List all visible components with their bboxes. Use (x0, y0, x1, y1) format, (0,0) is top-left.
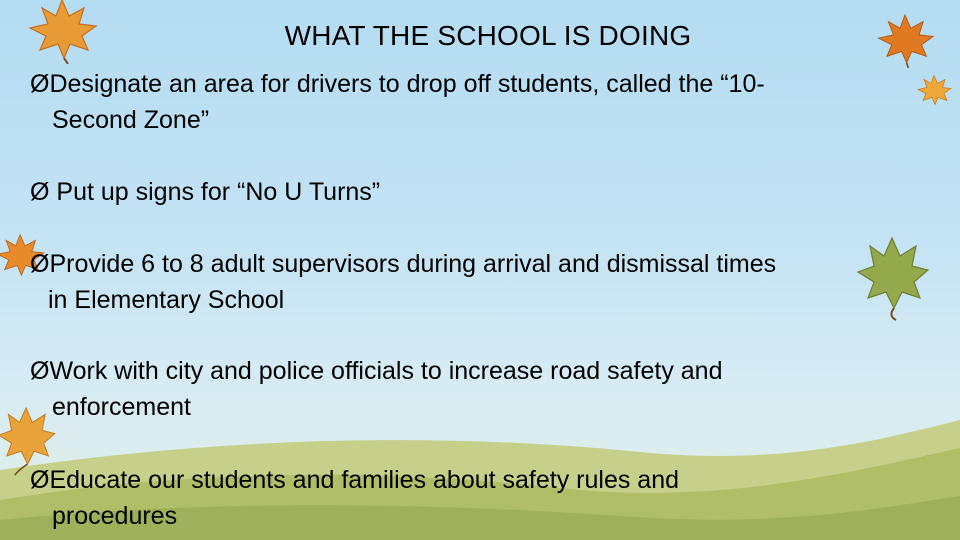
bullet-text: Provide 6 to 8 adult supervisors during arrival and dismissal times (49, 250, 777, 278)
arrow-bullet-icon: Ø (30, 178, 50, 206)
slide-title: WHAT THE SCHOOL IS DOING (284, 20, 692, 51)
bullet-item (30, 246, 940, 318)
bullet-text: Work with city and police officials to increase road safety and (49, 357, 723, 385)
bullet-text: in Elementary School (48, 286, 285, 314)
bullet-text: procedures (52, 502, 178, 530)
bullet-item (30, 66, 940, 138)
arrow-bullet-icon: Ø (30, 70, 50, 98)
bullet-item (30, 353, 940, 425)
arrow-bullet-icon: Ø (30, 466, 50, 494)
bullet-item (30, 462, 940, 534)
bullet-text: Educate our students and families about safety rules and (49, 466, 680, 494)
bullet-text: Put up signs for “No U Turns” (49, 178, 381, 206)
bullet-text: enforcement (52, 393, 191, 421)
arrow-bullet-icon: Ø (30, 357, 50, 385)
bullet-item (30, 174, 940, 210)
arrow-bullet-icon: Ø (30, 250, 50, 278)
bullet-text: Designate an area for drivers to drop off students, called the “10- (49, 70, 765, 98)
bullet-text: Second Zone” (52, 106, 210, 134)
